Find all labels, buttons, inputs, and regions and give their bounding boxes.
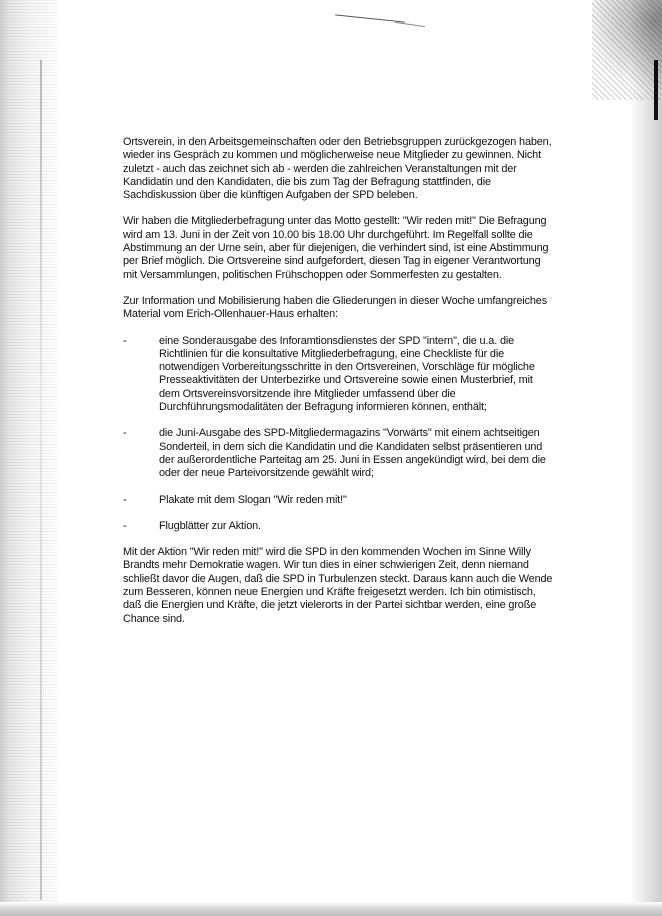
list-item-text: Plakate mit dem Slogan "Wir reden mit!" [159,493,347,506]
document-page [123,136,555,639]
paragraph-2: Wir haben die Mitgliederbefragung unter das Motto gestellt: "Wir reden mit!" Die Befragung wird am 13. Juni in der Zeit von 10.00 bis 18.00 Uhr durchgeführt. Im Regelfall sollte die Abstimmung an der Urne sein, aber für diejenigen, die verhindert sind, ist eine Abstimmung per Brief möglich. Die Ortsvereine sind aufgefordert, diesen Tag in eigener Verantwortung mit Versammlungen, politischen Frühschoppen oder Sommerfesten zu gestalten. [123,215,549,281]
paragraph-3: Zur Information und Mobilisierung haben die Gliederungen in dieser Woche umfangreiches Material vom Erich-Ollenhauer-Haus erhalten: [123,294,547,321]
list-item-text: eine Sonderausgabe des Inforamtionsdienstes der SPD "intern", die u.a. die Richtlinien für die konsultative Mitgliederbefragung, eine Checkliste für die notwendigen Vorbereitungsschritte in den Ortsvereinen, Vorschläge für mögliche Presseaktivitäten der Unterbezirke und Ortsvereine sowie einen Musterbrief, mit dem Ortsvereinsvorsitzende ihre Mitglieder umfassend über die Durchführungsmodalitäten der Befragung informieren können, enthält; [159,334,535,414]
paragraph-1: Ortsverein, in den Arbeitsgemeinschaften oder den Betriebsgruppen zurückgezogen haben, wieder ins Gespräch zu kommen und möglicherweise neue Mitglieder zu gewinnen. Nicht zuletzt - auch das zeichnet sich ab - werden die zahlreichen Veranstaltungen mit der Kandidatin und den Kandidaten, die bis zum Tag der Befragung stattfinden, die Sachdiskussion über die künftigen Aufgaben der SPD beleben. [123,136,552,202]
scan-scratch [395,22,425,27]
list-dash: - [123,493,127,506]
material-list [123,335,555,534]
list-item [123,427,555,480]
list-item-text: Flugblätter zur Aktion. [159,519,261,532]
scan-corner-noise [592,0,662,100]
list-item [123,494,555,507]
paragraph-4: Mit der Aktion "Wir reden mit!" wird die SPD in den kommenden Wochen im Sinne Willy Brandts mehr Demokratie wagen. Wir tun dies in einer schwierigen Zeit, denn niemand schließt davor die Augen, daß die SPD in Turbulenzen steckt. Daraus kann auch die Wende zum Besseren, können neue Energien und Kräfte freigesetzt werden. Ich bin otimistisch, daß die Energien und Kräfte, die jetzt vielerorts in der Partei sichtbar werden, eine große Chance sind. [123,546,553,625]
list-dash: - [123,334,127,347]
scan-edge-bottom [0,902,662,916]
list-dash: - [123,519,127,532]
scan-edge-line [40,60,42,900]
scan-edge-left [0,0,58,916]
list-dash: - [123,427,127,440]
list-item [123,335,555,415]
scan-edge-right [630,0,662,916]
list-item [123,520,555,533]
list-item-text: die Juni-Ausgabe des SPD-Mitgliedermagazins "Vorwärts" mit einem achtseitigen Sonderteil, in dem sich die Kandidatin und die Kandidaten selbst präsentieren und der außerordentliche Parteitag am 25. Juni in Essen angekündigt wird, bei dem die oder der neue Parteivorsitzende gewählt wird; [159,427,546,480]
